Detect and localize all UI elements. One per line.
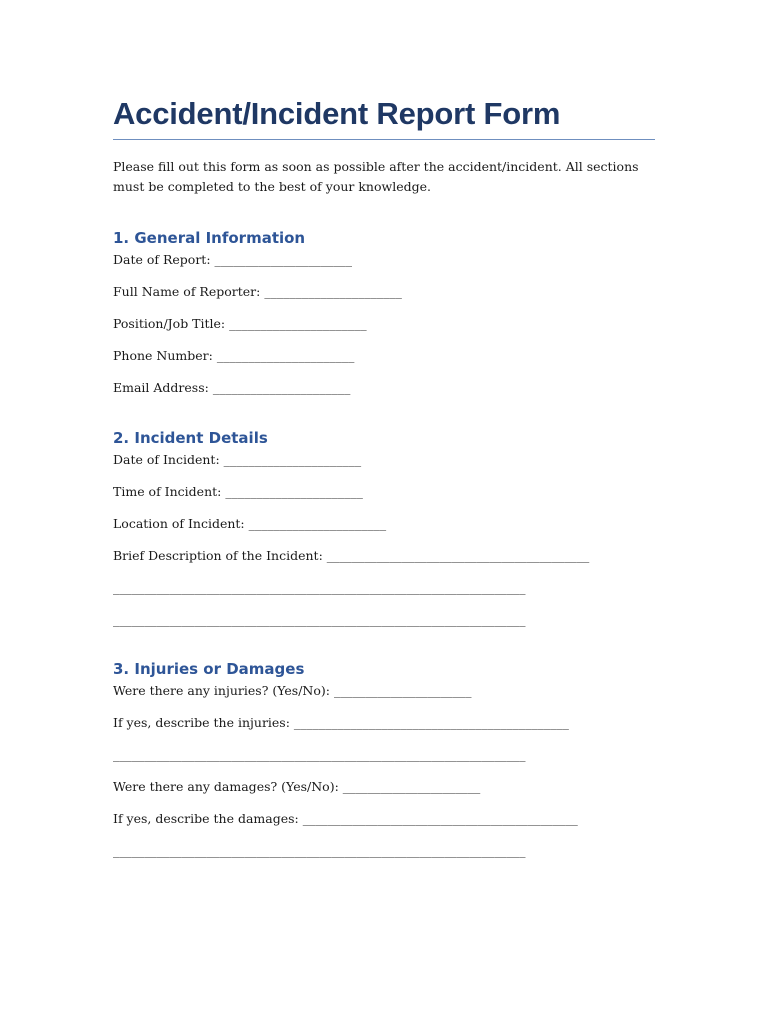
fill-in-blank[interactable]: ______________________ (216, 348, 355, 363)
field-time-of-incident (113, 483, 655, 501)
incident-details-fields (113, 451, 655, 629)
field-any-damages (113, 778, 655, 796)
section-heading-general-information: 1. General Information (113, 229, 306, 247)
field-label: Were there any damages? (Yes/No): (113, 779, 339, 794)
fill-in-blank[interactable]: ______________________ (264, 284, 402, 299)
section-heading-incident-details: 2. Incident Details (113, 429, 268, 447)
field-label: If yes, describe the injuries: (113, 715, 290, 730)
fill-in-blank[interactable]: ______________________ (229, 316, 367, 331)
fill-in-blank[interactable]: __________________________________________ (326, 548, 590, 563)
fill-in-blank[interactable]: ______________________ (214, 252, 353, 267)
description-continuation-line (113, 611, 655, 629)
field-label: Date of Report: (113, 252, 211, 267)
field-location-of-incident (113, 515, 655, 533)
fill-in-blank[interactable]: ______________________ (212, 380, 351, 395)
injuries-or-damages-fields (113, 682, 655, 860)
field-email-address (113, 379, 655, 397)
field-any-injuries (113, 682, 655, 700)
fill-in-blank[interactable]: __________________________________________________________________ (113, 612, 526, 627)
document-page (113, 94, 655, 860)
field-label: Date of Incident: (113, 452, 220, 467)
field-label: Brief Description of the Incident: (113, 548, 323, 563)
general-information-fields (113, 251, 655, 397)
field-label: Email Address: (113, 380, 209, 395)
field-label: Full Name of Reporter: (113, 284, 261, 299)
intro-paragraph: Please fill out this form as soon as possible after the accident/incident. All sections must be completed to the best of your knowledge. (113, 159, 639, 194)
title-underline-rule (113, 139, 655, 140)
fill-in-blank[interactable]: __________________________________________________________________ (113, 580, 526, 595)
fill-in-blank[interactable]: __________________________________________________________________ (113, 843, 526, 858)
fill-in-blank[interactable]: ______________________ (225, 484, 363, 499)
field-full-name-of-reporter (113, 283, 655, 301)
field-describe-damages (113, 810, 655, 828)
injuries-continuation-line (113, 746, 655, 764)
field-label: Phone Number: (113, 348, 213, 363)
field-describe-injuries (113, 714, 655, 732)
fill-in-blank[interactable]: ______________________ (223, 452, 362, 467)
field-brief-description (113, 547, 655, 565)
fill-in-blank[interactable]: ______________________ (248, 516, 387, 531)
field-phone-number (113, 347, 655, 365)
field-label: If yes, describe the damages: (113, 811, 299, 826)
field-label: Position/Job Title: (113, 316, 226, 331)
fill-in-blank[interactable]: ______________________ (333, 683, 472, 698)
fill-in-blank[interactable]: __________________________________________________________________ (113, 747, 526, 762)
field-label: Time of Incident: (113, 484, 222, 499)
fill-in-blank[interactable]: ____________________________________________ (293, 715, 569, 730)
field-date-of-report (113, 251, 655, 269)
field-label: Were there any injuries? (Yes/No): (113, 683, 330, 698)
damages-continuation-line (113, 842, 655, 860)
section-heading-injuries-or-damages: 3. Injuries or Damages (113, 660, 305, 678)
fill-in-blank[interactable]: ______________________ (342, 779, 481, 794)
fill-in-blank[interactable]: ____________________________________________ (302, 811, 578, 826)
field-label: Location of Incident: (113, 516, 245, 531)
document-title: Accident/Incident Report Form (113, 96, 561, 131)
description-continuation-line (113, 579, 655, 597)
field-date-of-incident (113, 451, 655, 469)
field-position-job-title (113, 315, 655, 333)
